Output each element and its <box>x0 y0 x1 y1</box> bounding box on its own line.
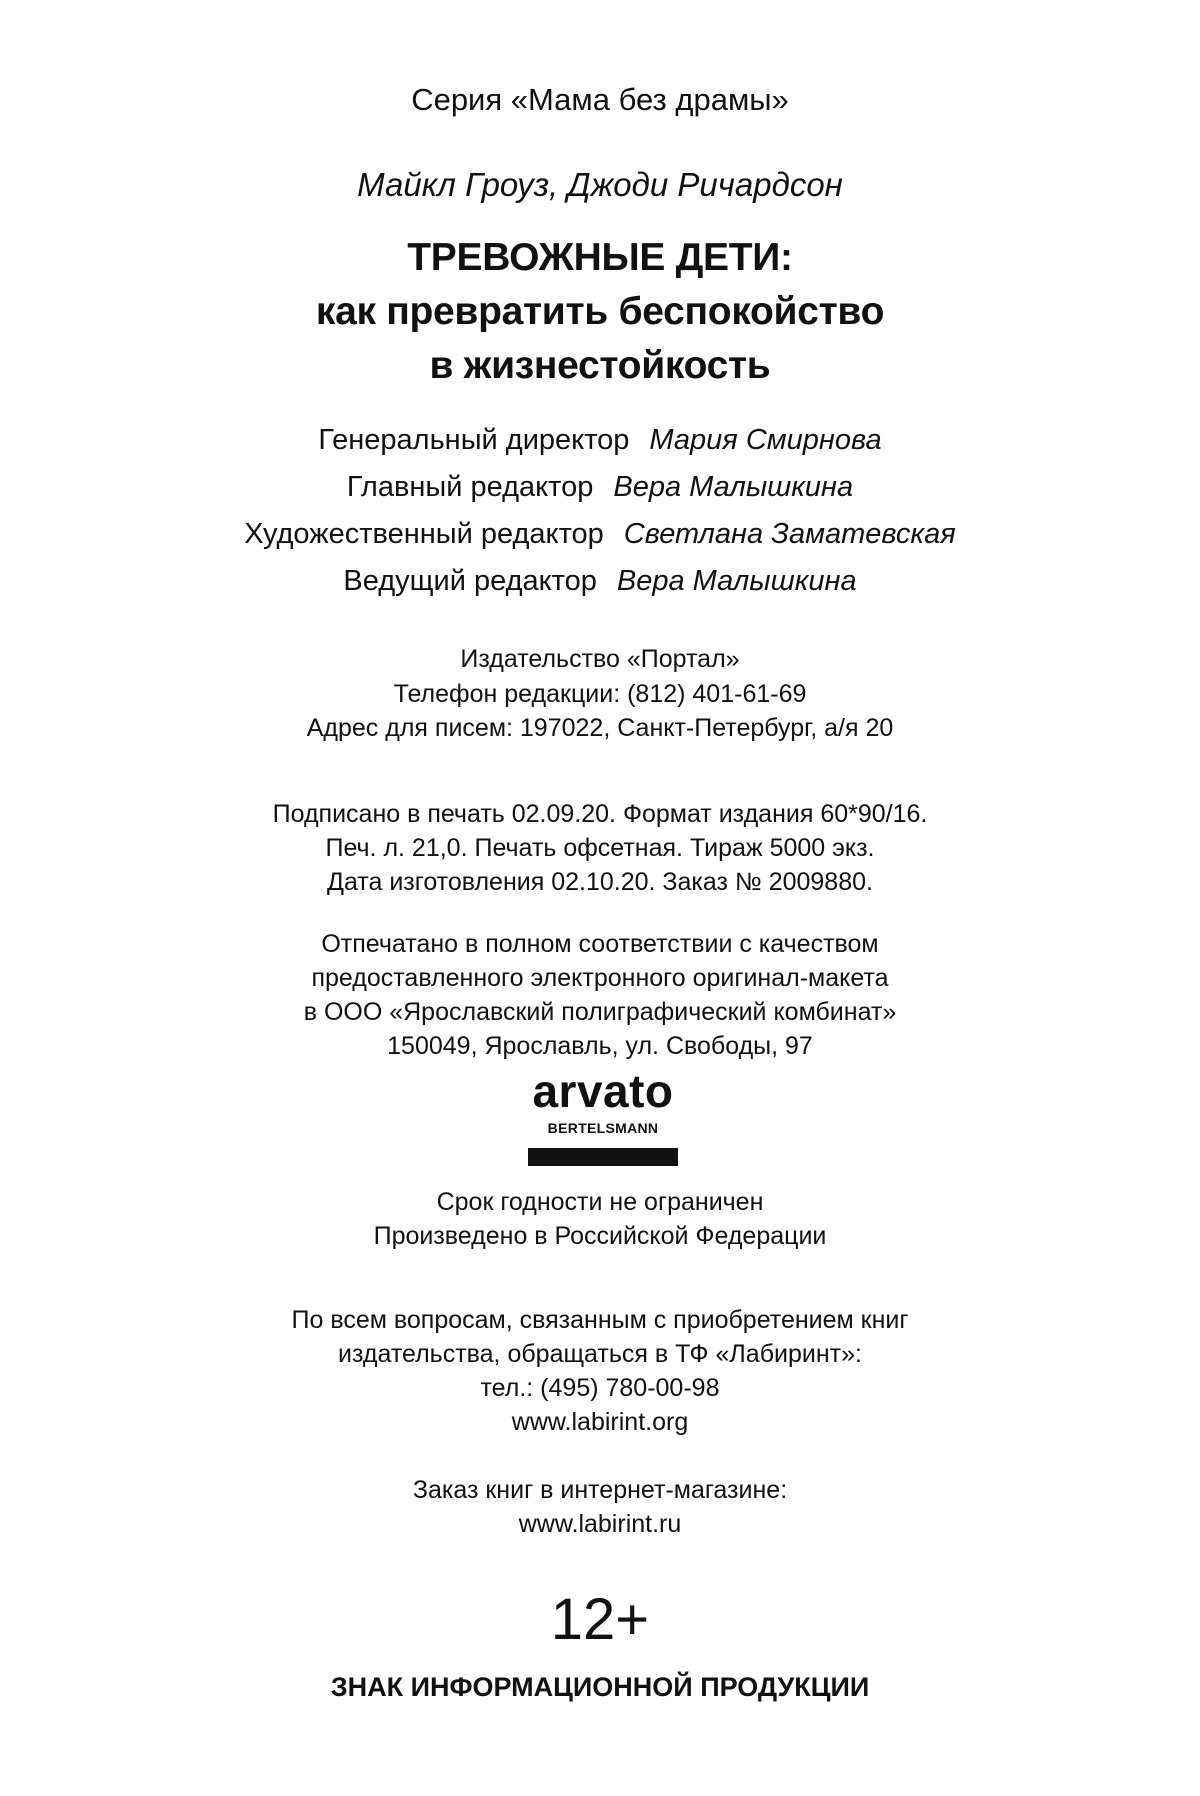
origin-line: Произведено в Российской Федерации <box>373 1222 827 1250</box>
staff-row <box>0 518 1200 565</box>
staff-role: Ведущий редактор <box>343 565 597 597</box>
print-info-line: Печ. л. 21,0. Печать офсетная. Тираж 5000 экз. <box>325 834 875 862</box>
staff-list <box>0 424 1200 612</box>
printer-line: предоставленного электронного оригинал-макета <box>311 964 889 992</box>
series-line: Серия «Мама без драмы» <box>411 82 789 117</box>
printer-line: Отпечатано в полном соответствии с качеством <box>321 930 879 958</box>
printer-line: в ООО «Ярославский полиграфический комбинат» <box>303 998 897 1026</box>
book-title-line-2: как превратить беспокойство <box>315 290 885 333</box>
publisher-address: Адрес для писем: 197022, Санкт-Петербург, а/я 20 <box>306 714 894 742</box>
staff-name: Мария Смирнова <box>649 424 882 456</box>
staff-role: Главный редактор <box>346 471 594 503</box>
info-product-mark: ЗНАК ИНФОРМАЦИОННОЙ ПРОДУКЦИИ <box>330 1672 870 1702</box>
purchase-website: www.labirint.org <box>511 1408 689 1436</box>
age-rating: 12+ <box>550 1587 650 1652</box>
book-title-line-1: ТРЕВОЖНЫЕ ДЕТИ: <box>407 236 793 279</box>
printer-address: 150049, Ярославль, ул. Свободы, 97 <box>387 1032 813 1060</box>
staff-name: Вера Малышкина <box>616 565 857 597</box>
print-info-line: Дата изготовления 02.10.20. Заказ № 2009880. <box>327 868 873 896</box>
authors-line: Майкл Гроуз, Джоди Ричардсон <box>357 166 843 203</box>
staff-role: Генеральный директор <box>318 424 630 456</box>
publisher-name: Издательство «Портал» <box>460 645 740 673</box>
shop-website: www.labirint.ru <box>518 1510 682 1538</box>
book-title-line-3: в жизнестойкость <box>429 344 771 387</box>
staff-row <box>0 565 1200 612</box>
staff-name: Светлана Заматевская <box>623 518 956 550</box>
purchase-line: По всем вопросам, связанным с приобретением книг <box>291 1306 909 1334</box>
publisher-phone: Телефон редакции: (812) 401-61-69 <box>393 680 807 708</box>
print-info-line: Подписано в печать 02.09.20. Формат издания 60*90/16. <box>272 800 928 828</box>
logo-bar <box>528 1148 678 1166</box>
validity-line: Срок годности не ограничен <box>436 1188 764 1216</box>
shop-line: Заказ книг в интернет-магазине: <box>412 1476 788 1504</box>
purchase-line: издательства, обращаться в ТФ «Лабиринт»: <box>338 1340 862 1368</box>
logo-subtitle: BERTELSMANN <box>547 1120 659 1136</box>
staff-role: Художественный редактор <box>244 518 604 550</box>
purchase-phone: тел.: (495) 780-00-98 <box>480 1374 720 1402</box>
staff-name: Вера Малышкина <box>613 471 854 503</box>
staff-row <box>0 424 1200 471</box>
logo-wordmark: arvato <box>532 1065 674 1117</box>
arvato-logo <box>528 1065 678 1170</box>
staff-row <box>0 471 1200 518</box>
